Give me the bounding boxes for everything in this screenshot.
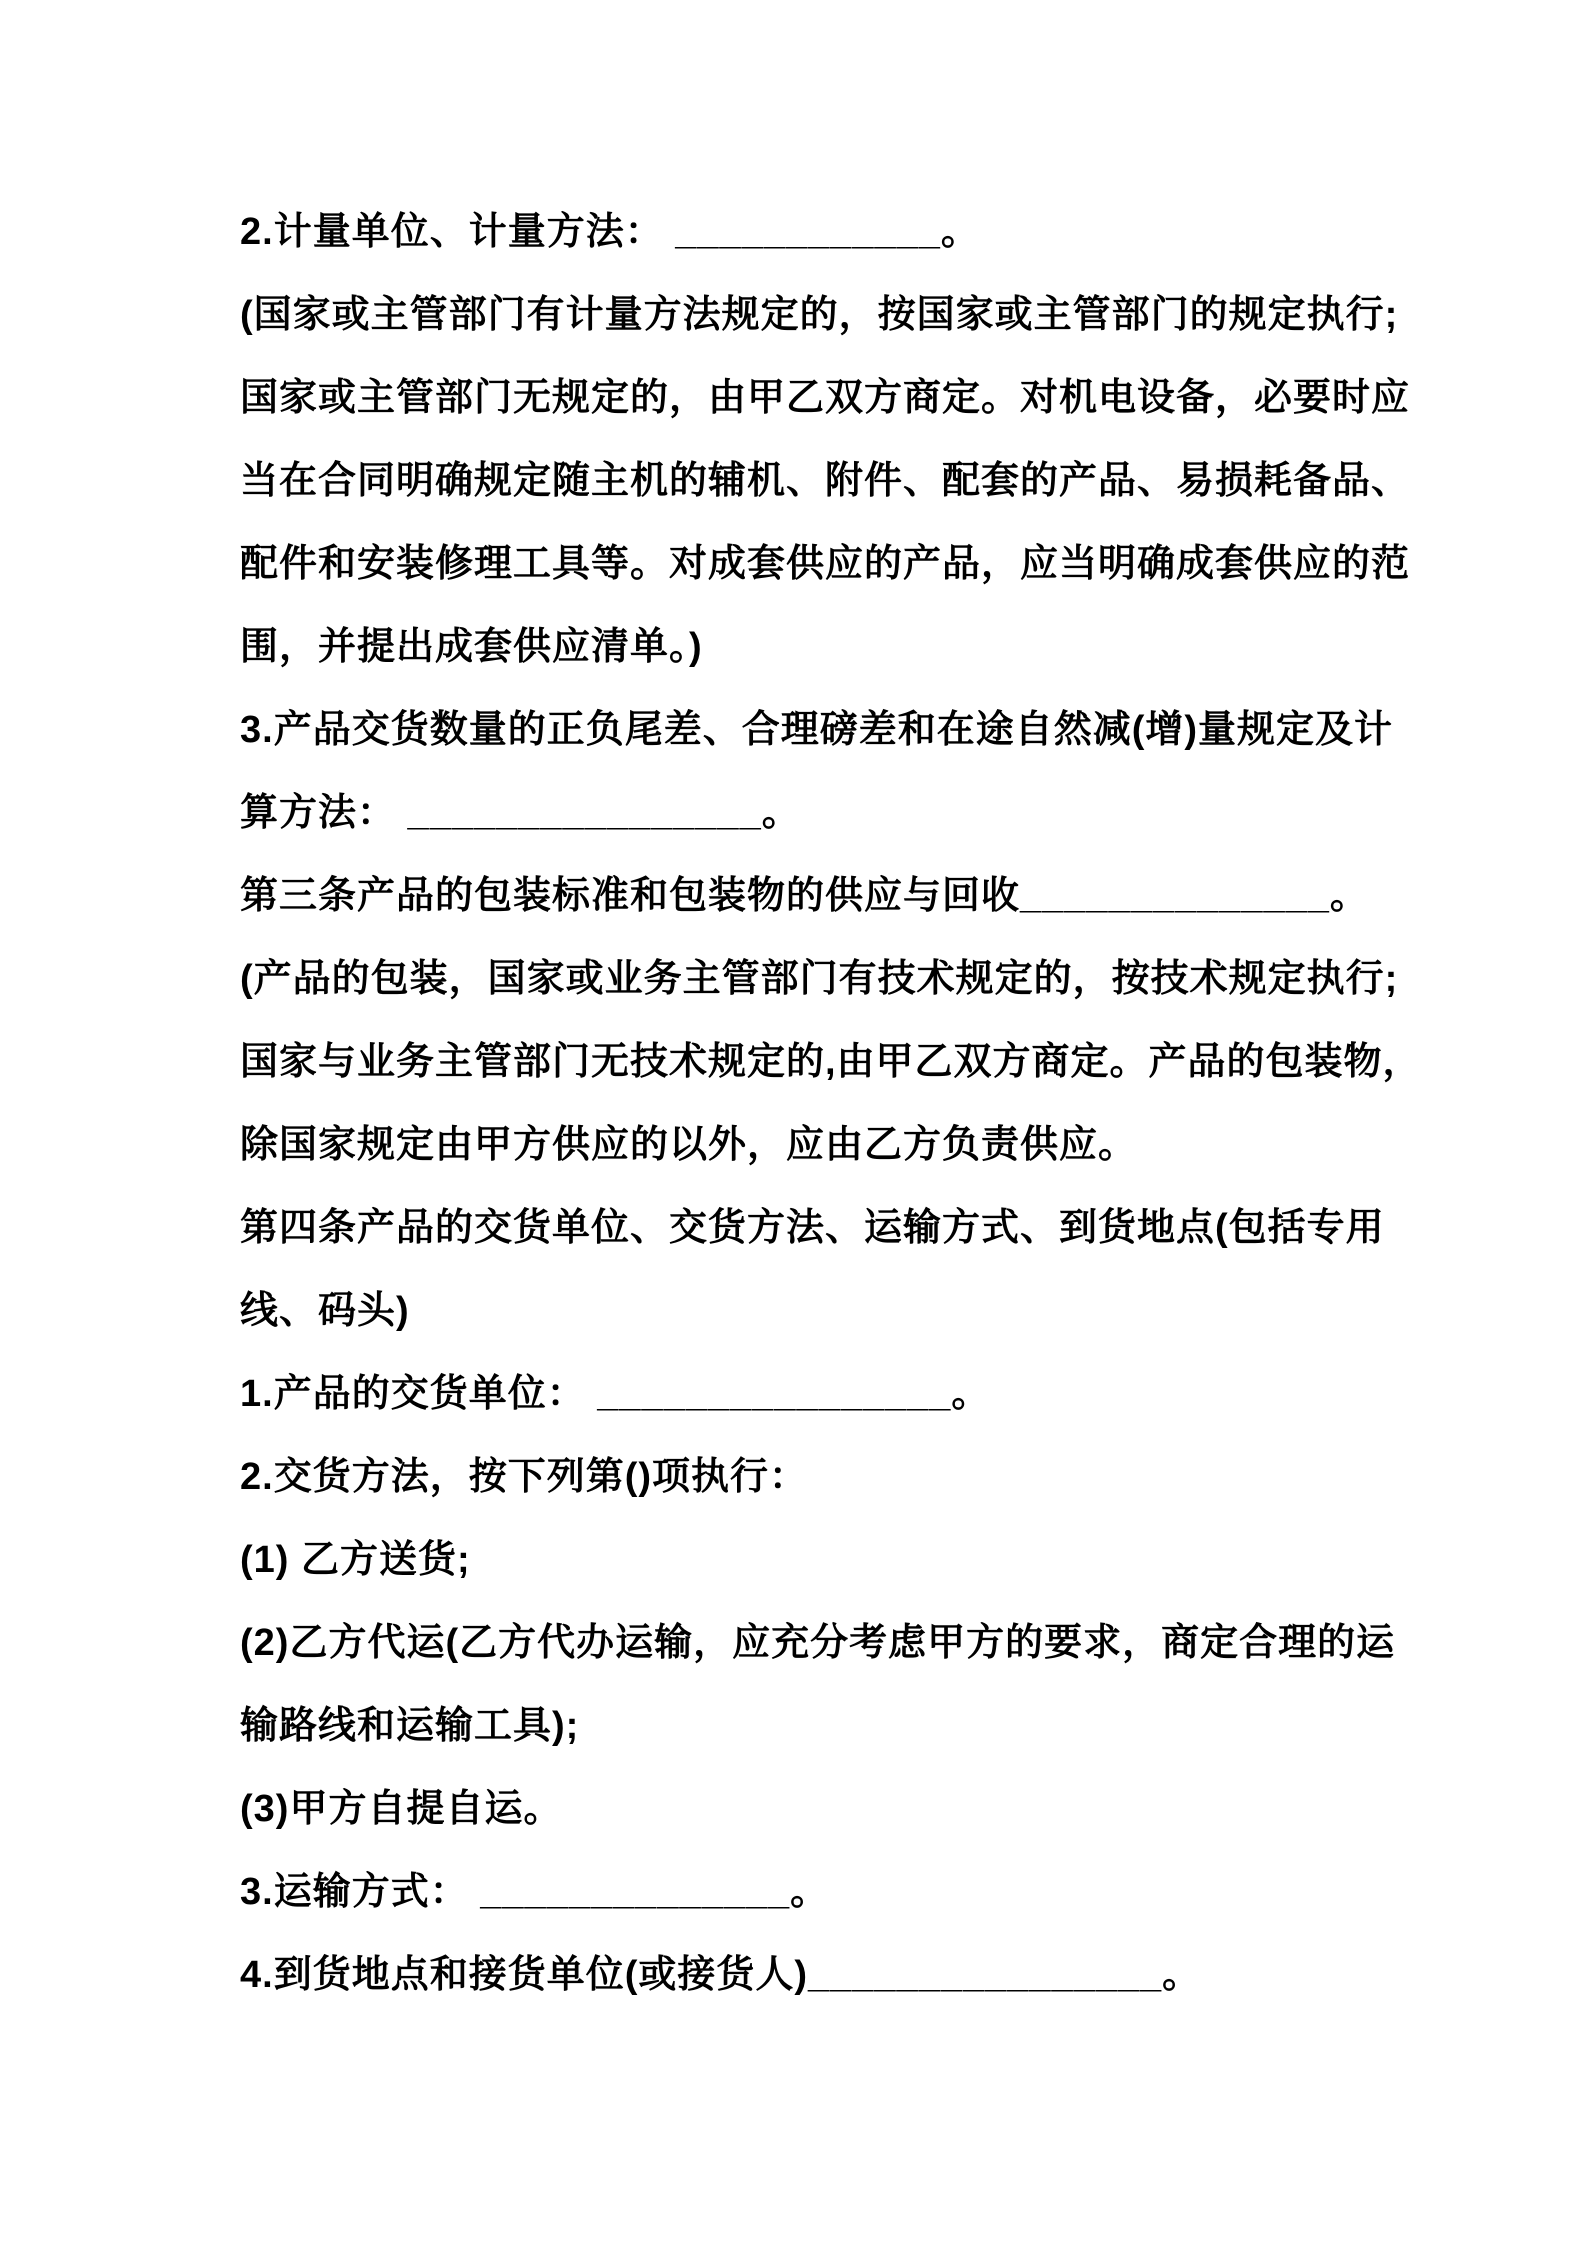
text-line: 2.计量单位、计量方法： ____________。 <box>240 211 980 253</box>
text-line: 3.产品交货数量的正负尾差、合理磅差和在途自然减(增)量规定及计 <box>240 709 1394 751</box>
text-line: 围，并提出成套供应清单。) <box>240 626 703 668</box>
text-line: (产品的包装，国家或业务主管部门有技术规定的，按技术规定执行; <box>240 958 1399 1000</box>
text-line: 当在合同明确规定随主机的辅机、附件、配套的产品、易损耗备品、 <box>240 460 1411 502</box>
text-line: 除国家规定由甲方供应的以外，应由乙方负责供应。 <box>240 1124 1138 1166</box>
text-line: 国家或主管部门无规定的，由甲乙双方商定。对机电设备，必要时应 <box>240 377 1411 419</box>
text-line: 2.交货方法，按下列第()项执行： <box>240 1456 809 1498</box>
text-line: (国家或主管部门有计量方法规定的，按国家或主管部门的规定执行; <box>240 294 1399 336</box>
text-line: (1) 乙方送货; <box>240 1539 471 1581</box>
text-line: 国家与业务主管部门无技术规定的,由甲乙双方商定。产品的包装物， <box>240 1041 1422 1083</box>
text-line: 线、码头) <box>240 1290 410 1332</box>
text-line: 第四条产品的交货单位、交货方法、运输方式、到货地点(包括专用 <box>240 1207 1385 1249</box>
text-line: (3)甲方自提自运。 <box>240 1788 563 1830</box>
text-line: 1.产品的交货单位： ________________。 <box>240 1373 991 1415</box>
text-line: 配件和安装修理工具等。对成套供应的产品，应当明确成套供应的范 <box>240 543 1411 585</box>
text-line: 4.到货地点和接货单位(或接货人)________________。 <box>240 1954 1202 1996</box>
document-body <box>240 186 1450 2012</box>
text-line: 第三条产品的包装标准和包装物的供应与回收______________。 <box>240 875 1369 917</box>
text-line: 算方法： ________________。 <box>240 792 801 834</box>
text-line: 3.运输方式： ______________。 <box>240 1871 830 1913</box>
text-line: (2)乙方代运(乙方代办运输，应充分考虑甲方的要求，商定合理的运 <box>240 1622 1396 1664</box>
text-line: 输路线和运输工具); <box>240 1705 580 1747</box>
